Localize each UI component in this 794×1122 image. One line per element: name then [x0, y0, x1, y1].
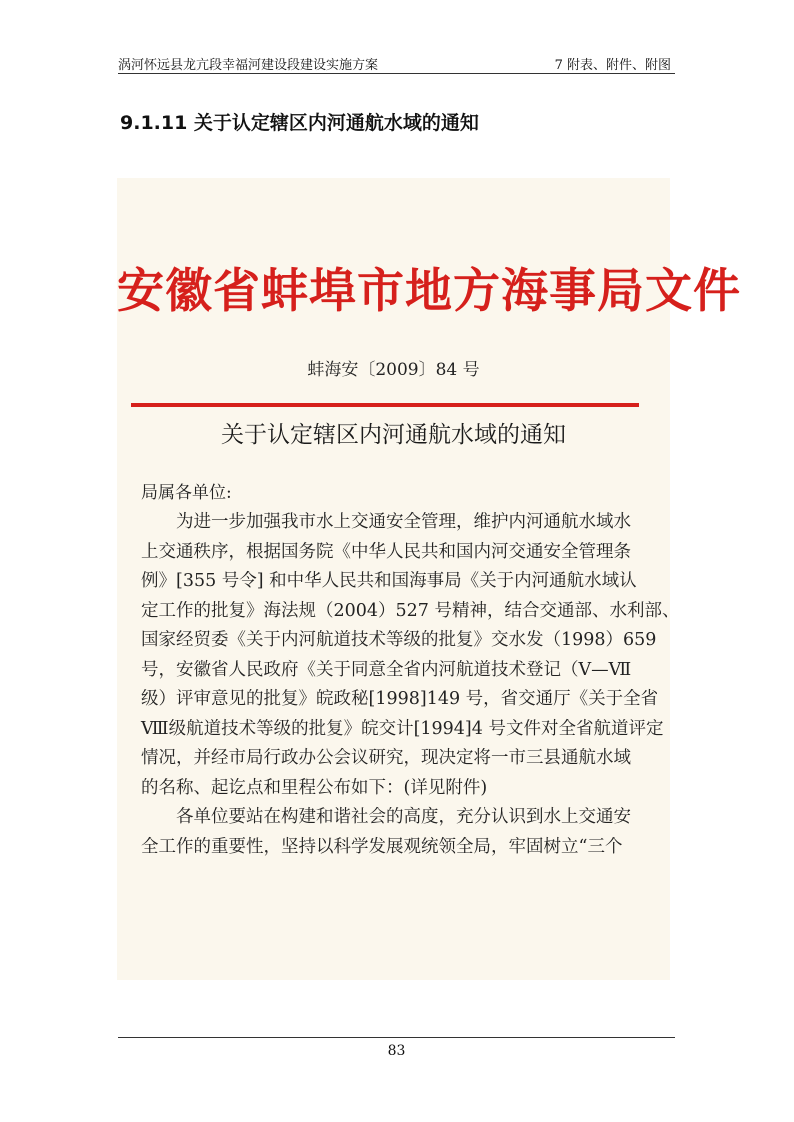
- notice-title: 关于认定辖区内河通航水域的通知: [221, 422, 566, 448]
- salutation: 局属各单位:: [141, 483, 232, 503]
- body-line: 各单位要站在构建和谐社会的高度，充分认识到水上交通安: [176, 807, 631, 827]
- page-number: 83: [387, 1043, 406, 1059]
- issuing-organization-title: 安徽省蚌埠市地方海事局文件: [117, 264, 741, 319]
- body-line: 情况，并经市局行政办公会议研究，现决定将一市三县通航水域: [141, 748, 631, 768]
- body-line: 上交通秩序，根据国务院《中华人民共和国内河交通安全管理条: [141, 541, 631, 562]
- body-line: 定工作的批复》海法规（2004）527 号精神，结合交通部、水利部、: [141, 600, 680, 621]
- page-header: [118, 51, 675, 74]
- header-document-title: 涡河怀远县龙亢段幸福河建设段建设实施方案: [118, 58, 379, 73]
- header-chapter-label: 7 附表、附件、附图: [554, 58, 671, 73]
- red-header-rule: [131, 403, 639, 407]
- section-heading: 9.1.11 关于认定辖区内河通航水域的通知: [120, 112, 479, 134]
- body-line: 例》[355 号令] 和中华人民共和国海事局《关于内河通航水域认: [141, 571, 637, 591]
- body-line: 的名称、起讫点和里程公布如下：(详见附件): [141, 777, 488, 798]
- body-line: 国家经贸委《关于内河航道技术等级的批复》交水发（1998）659: [141, 630, 657, 650]
- body-line: 级）评审意见的批复》皖政秘[1998]149 号，省交通厅《关于全省: [141, 689, 659, 709]
- body-line: 全工作的重要性，坚持以科学发展观统领全局，牢固树立“三个: [141, 836, 623, 857]
- body-line: 为进一步加强我市水上交通安全管理，维护内河通航水域水: [176, 512, 631, 532]
- body-line: Ⅷ级航道技术等级的批复》皖交计[1994]4 号文件对全省航道评定: [141, 718, 664, 739]
- scanned-document-image: [117, 178, 741, 980]
- document-number: 蚌海安〔2009〕84 号: [307, 360, 480, 380]
- page-footer: [118, 1037, 675, 1059]
- notice-body: [141, 508, 680, 862]
- body-line: 号，安徽省人民政府《关于同意全省内河航道技术登记（Ⅴ—Ⅶ: [141, 659, 632, 680]
